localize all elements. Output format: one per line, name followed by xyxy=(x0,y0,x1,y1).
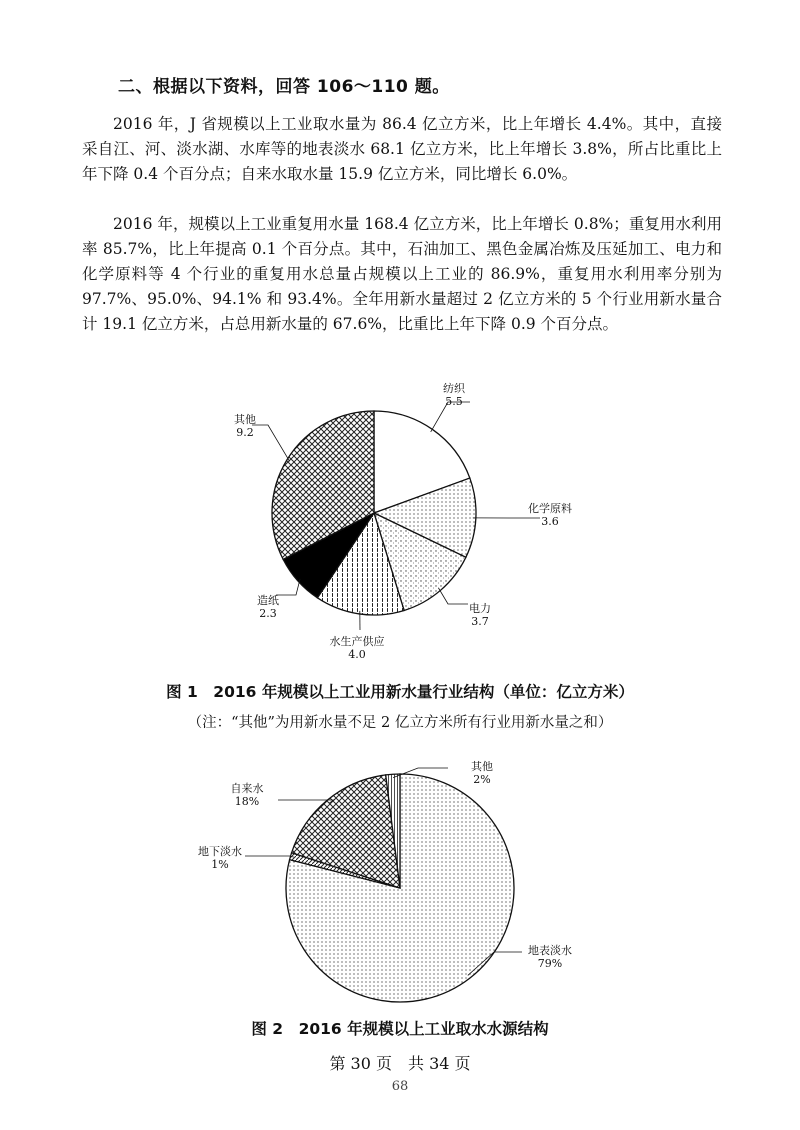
pie1-leader-5 xyxy=(252,425,290,461)
pie1-label-3: 水生产供应 xyxy=(329,635,385,648)
pie2-label-2: 自来水 xyxy=(230,782,264,795)
pie2-label-3: 其他 xyxy=(471,760,493,773)
pie1-value-3: 4.0 xyxy=(348,648,366,661)
pie1-leader-2 xyxy=(439,588,469,604)
paragraph-1-text: 2016 年，J 省规模以上工业取水量为 86.4 亿立方米，比上年增长 4.4%。其中，直接采自江、河、淡水湖、水库等的地表淡水 68.1 亿立方米，比上年增长 3.8%，所占比重比上年下降 0.4 个百分点；自来水取水量 15.9 亿立方米，同比增长 6.0%。 xyxy=(82,115,722,183)
pie1-label-5: 其他 xyxy=(234,413,256,426)
pie-chart-source xyxy=(198,759,572,1002)
pie1-label-4: 造纸 xyxy=(257,594,279,607)
pie2-label-0: 地表淡水 xyxy=(528,944,572,957)
paragraph-2-text: 2016 年，规模以上工业重复用水量 168.4 亿立方米，比上年增长 0.8%；重复用水利用率 85.7%，比上年提高 0.1 个百分点。其中，石油加工、黑色金属冶炼及压延加工、电力和化学原料等 4 个行业的重复用水总量占规模以上工业的 86.9%，重复用水利用率分别为 97.7%、95.0%、94.1% 和 93.4%。全年用新水量超过 2 亿立方米的 5 个行业用新水量合计 19.1 亿立方米，占总用新水量的 67.6%，比重比上年下降 0.9 个百分点。 xyxy=(82,215,722,333)
figure-1-caption: 图 1 2016 年规模以上工业用新水量行业结构（单位：亿立方米） xyxy=(166,683,634,701)
figure-1-note: （注：“其他”为用新水量不足 2 亿立方米所有行业用新水量之和） xyxy=(187,715,613,731)
pie2-value-0: 79% xyxy=(537,957,563,970)
pie1-leader-4 xyxy=(276,579,300,595)
pie1-value-5: 9.2 xyxy=(236,426,254,439)
pie2-value-2: 18% xyxy=(234,795,260,808)
section-heading: 二、根据以下资料，回答 106～110 题。 xyxy=(118,77,450,97)
pie1-value-2: 3.7 xyxy=(471,615,489,628)
pie2-leader-1 xyxy=(245,856,294,857)
pie2-value-3: 2% xyxy=(473,773,491,786)
pie1-value-0: 5.5 xyxy=(445,395,463,408)
page-number: 第 30 页 共 34 页 xyxy=(329,1054,471,1073)
pie1-label-0: 纺织 xyxy=(443,382,465,395)
pie1-value-1: 3.6 xyxy=(541,515,559,528)
pie1-value-4: 2.3 xyxy=(259,607,277,620)
figure-2-caption: 图 2 2016 年规模以上工业取水水源结构 xyxy=(251,1020,549,1038)
pie2-value-1: 1% xyxy=(211,858,229,871)
pie1-label-2: 电力 xyxy=(469,602,491,615)
pie1-label-1: 化学原料 xyxy=(528,502,572,515)
pie-chart-industry xyxy=(234,382,572,661)
page-number-secondary: 68 xyxy=(391,1079,409,1094)
pie2-label-1: 地下淡水 xyxy=(198,845,242,858)
